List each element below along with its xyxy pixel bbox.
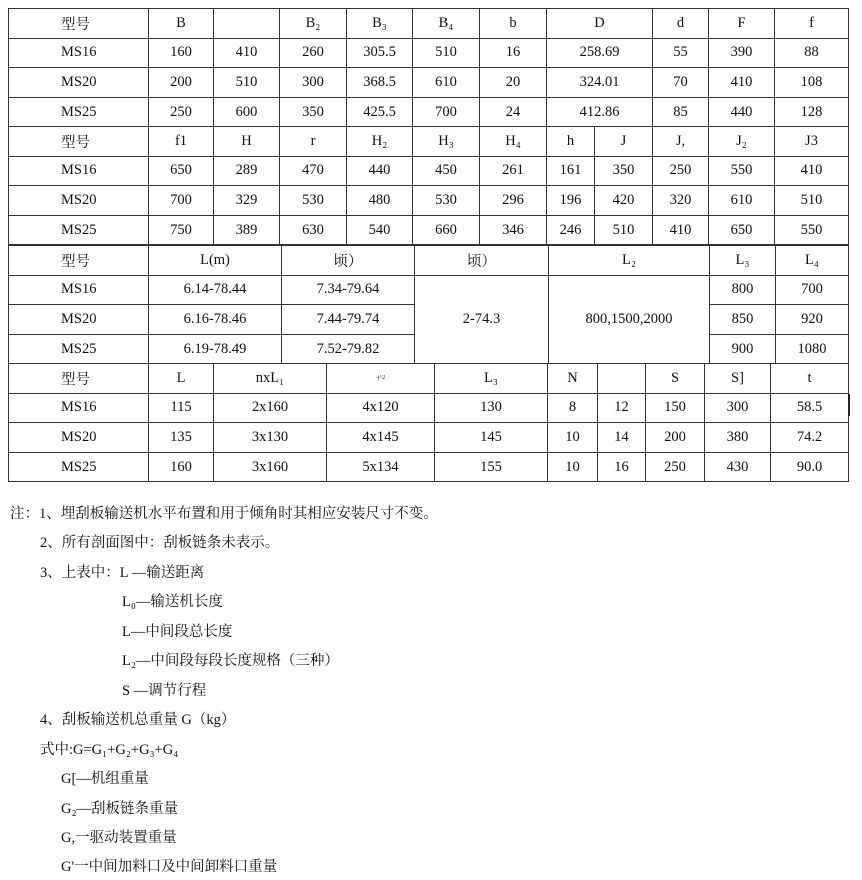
table-cell: 130 — [435, 393, 548, 423]
model-cell: MS20 — [9, 68, 149, 98]
table-cell: 425.5 — [347, 97, 413, 127]
table-cell: 14 — [598, 423, 646, 453]
header-cell — [214, 9, 280, 39]
table-cell: 250 — [149, 97, 214, 127]
table-cell: 10 — [548, 423, 598, 453]
table-cell: 550 — [709, 156, 775, 186]
table-cell: 410 — [214, 38, 280, 68]
header-cell: J — [595, 127, 653, 157]
spec-table-4 — [8, 363, 849, 482]
table-cell: 24 — [480, 97, 547, 127]
table-cell: 390 — [709, 38, 775, 68]
table-cell: 6.19-78.49 — [149, 334, 282, 364]
header-cell: H₃ — [413, 127, 480, 157]
header-cell: L₃ — [710, 246, 776, 276]
model-cell: MS25 — [9, 452, 149, 482]
table-cell: 3x160 — [214, 452, 327, 482]
table-cell: 145 — [435, 423, 548, 453]
table-cell: 610 — [709, 186, 775, 216]
table-cell: 128 — [775, 97, 849, 127]
model-cell: MS16 — [9, 156, 149, 186]
table-row — [9, 186, 849, 216]
header-cell: 型号 — [9, 9, 149, 39]
table-cell: 4x120 — [327, 393, 435, 423]
table-cell: 200 — [149, 68, 214, 98]
table-cell: 108 — [775, 68, 849, 98]
table-cell: 4x145 — [327, 423, 435, 453]
header-cell: J3 — [775, 127, 849, 157]
note-line: G'一中间加料口及中间卸料口重量 — [61, 859, 278, 875]
header-cell: L — [149, 364, 214, 394]
table-cell: 510 — [595, 215, 653, 245]
table-cell: 20 — [480, 68, 547, 98]
table-cell: 246 — [547, 215, 595, 245]
note-line: L₀—输送机长度 — [122, 594, 223, 610]
table-cell: 550 — [775, 215, 849, 245]
spec-table-1 — [8, 8, 849, 127]
table-cell: 12 — [598, 393, 646, 423]
header-cell: f1 — [149, 127, 214, 157]
header-cell: -j^2 — [327, 364, 435, 394]
table-cell: 480 — [347, 186, 413, 216]
table-row — [9, 68, 849, 98]
table-cell: 261 — [480, 156, 547, 186]
table-cell: 412.86 — [547, 97, 653, 127]
table-cell: 3x130 — [214, 423, 327, 453]
model-cell: MS16 — [9, 275, 149, 305]
table-header-row — [9, 246, 849, 276]
table-cell: 440 — [347, 156, 413, 186]
table-cell: 380 — [705, 423, 771, 453]
table-cell: 610 — [413, 68, 480, 98]
table-cell: 135 — [149, 423, 214, 453]
table-cell: 5x134 — [327, 452, 435, 482]
text-cursor-mark — [848, 394, 850, 416]
header-cell: t — [771, 364, 849, 394]
table-cell: 7.52-79.82 — [282, 334, 415, 364]
table-header-row — [9, 364, 849, 394]
table-cell: 440 — [709, 97, 775, 127]
header-cell: 型号 — [9, 364, 149, 394]
table-cell: 296 — [480, 186, 547, 216]
table-cell: 320 — [653, 186, 709, 216]
note-line: 注：1、埋刮板输送机水平布置和用于倾角时其相应安装尺寸不变。 — [10, 506, 438, 522]
table-cell: 155 — [435, 452, 548, 482]
table-cell: 650 — [709, 215, 775, 245]
header-cell — [598, 364, 646, 394]
table-row — [9, 275, 849, 305]
header-cell: 型号 — [9, 127, 149, 157]
table-cell: 410 — [653, 215, 709, 245]
table-cell: 115 — [149, 393, 214, 423]
table-row — [9, 423, 849, 453]
table-cell: 920 — [776, 305, 849, 335]
model-cell: MS25 — [9, 334, 149, 364]
header-cell: f — [775, 9, 849, 39]
header-cell: B₂ — [280, 9, 347, 39]
header-cell: L₄ — [776, 246, 849, 276]
table-cell: 55 — [653, 38, 709, 68]
table-cell: 700 — [776, 275, 849, 305]
table-cell: 10 — [548, 452, 598, 482]
table-cell: 161 — [547, 156, 595, 186]
header-cell: B₄ — [413, 9, 480, 39]
table-cell: 200 — [646, 423, 705, 453]
model-cell: MS16 — [9, 393, 149, 423]
table-cell: 430 — [705, 452, 771, 482]
table-cell: 850 — [710, 305, 776, 335]
model-cell: MS20 — [9, 423, 149, 453]
header-cell: 顷） — [282, 246, 415, 276]
note-line: L—中间段总长度 — [122, 624, 233, 640]
table-cell: 196 — [547, 186, 595, 216]
header-cell: H₂ — [347, 127, 413, 157]
note-line: 4、刮板输送机总重量 G（kg） — [40, 712, 236, 728]
spec-table-3 — [8, 245, 849, 364]
table-cell: 530 — [413, 186, 480, 216]
table-cell: 90.0 — [771, 452, 849, 482]
table-cell: 329 — [214, 186, 280, 216]
header-cell: 型号 — [9, 246, 149, 276]
table-cell: 16 — [480, 38, 547, 68]
table-cell: 250 — [653, 156, 709, 186]
table-cell: 74.2 — [771, 423, 849, 453]
table-row — [9, 97, 849, 127]
table-cell: 7.34-79.64 — [282, 275, 415, 305]
table-cell: 324.01 — [547, 68, 653, 98]
merged-cell: 800,1500,2000 — [549, 275, 710, 364]
table-cell: 260 — [280, 38, 347, 68]
model-cell: MS25 — [9, 215, 149, 245]
table-cell: 510 — [775, 186, 849, 216]
header-cell: h — [547, 127, 595, 157]
note-line: S —调节行程 — [122, 683, 207, 699]
table-cell: 6.14-78.44 — [149, 275, 282, 305]
header-cell: J, — [653, 127, 709, 157]
header-cell: S — [646, 364, 705, 394]
table-cell: 368.5 — [347, 68, 413, 98]
header-cell: r — [280, 127, 347, 157]
table-cell: 58.5 — [771, 393, 849, 423]
note-line: G[—机组重量 — [61, 771, 149, 787]
model-cell: MS25 — [9, 97, 149, 127]
table-cell: 350 — [595, 156, 653, 186]
table-cell: 510 — [214, 68, 280, 98]
table-header-row — [9, 9, 849, 39]
table-cell: 160 — [149, 38, 214, 68]
table-cell: 650 — [149, 156, 214, 186]
table-cell: 160 — [149, 452, 214, 482]
table-cell: 346 — [480, 215, 547, 245]
note-line: 式中:G=G₁+G₂+G₃+G₄ — [40, 742, 179, 758]
table-cell: 410 — [775, 156, 849, 186]
note-line: G,一驱动装置重量 — [61, 830, 177, 846]
note-line: 3、上表中：L —输送距离 — [40, 565, 205, 581]
table-cell: 660 — [413, 215, 480, 245]
model-cell: MS20 — [9, 186, 149, 216]
table-row — [9, 215, 849, 245]
header-cell: H — [214, 127, 280, 157]
header-cell: F — [709, 9, 775, 39]
table-header-row — [9, 127, 849, 157]
table-cell: 7.44-79.74 — [282, 305, 415, 335]
table-cell: 8 — [548, 393, 598, 423]
table-cell: 630 — [280, 215, 347, 245]
note-line: 2、所有剖面图中：刮板链条未表示。 — [40, 535, 280, 551]
table-cell: 600 — [214, 97, 280, 127]
table-cell: 470 — [280, 156, 347, 186]
table-cell: 150 — [646, 393, 705, 423]
table-cell: 300 — [280, 68, 347, 98]
table-cell: 6.16-78.46 — [149, 305, 282, 335]
table-cell: 389 — [214, 215, 280, 245]
header-cell: d — [653, 9, 709, 39]
table-cell: 258.69 — [547, 38, 653, 68]
table-cell: 70 — [653, 68, 709, 98]
table-cell: 510 — [413, 38, 480, 68]
table-cell: 289 — [214, 156, 280, 186]
header-cell: S] — [705, 364, 771, 394]
model-cell: MS16 — [9, 38, 149, 68]
table-row — [9, 452, 849, 482]
header-cell: L₂ — [549, 246, 710, 276]
table-cell: 750 — [149, 215, 214, 245]
table-cell: 16 — [598, 452, 646, 482]
table-cell: 420 — [595, 186, 653, 216]
table-cell: 700 — [149, 186, 214, 216]
header-cell: b — [480, 9, 547, 39]
table-cell: 530 — [280, 186, 347, 216]
table-cell: 410 — [709, 68, 775, 98]
header-cell: L₃ — [435, 364, 548, 394]
table-cell: 2x160 — [214, 393, 327, 423]
header-cell: 顷） — [415, 246, 549, 276]
model-cell: MS20 — [9, 305, 149, 335]
table-cell: 350 — [280, 97, 347, 127]
table-cell: 540 — [347, 215, 413, 245]
table-cell: 85 — [653, 97, 709, 127]
table-row — [9, 393, 849, 423]
table-cell: 88 — [775, 38, 849, 68]
table-row — [9, 38, 849, 68]
merged-cell: 2-74.3 — [415, 275, 549, 364]
table-cell: 1080 — [776, 334, 849, 364]
table-cell: 250 — [646, 452, 705, 482]
table-row — [9, 156, 849, 186]
header-cell: N — [548, 364, 598, 394]
note-line: G₂—刮板链条重量 — [61, 801, 179, 817]
header-cell: J₂ — [709, 127, 775, 157]
header-cell: H₄ — [480, 127, 547, 157]
note-line: L₂—中间段每段长度规格（三种） — [122, 653, 339, 669]
header-cell: B — [149, 9, 214, 39]
header-cell: L(m) — [149, 246, 282, 276]
table-cell: 300 — [705, 393, 771, 423]
table-cell: 450 — [413, 156, 480, 186]
spec-table-2 — [8, 126, 849, 245]
table-cell: 305.5 — [347, 38, 413, 68]
header-cell: D — [547, 9, 653, 39]
table-cell: 800 — [710, 275, 776, 305]
header-cell: B₃ — [347, 9, 413, 39]
table-cell: 700 — [413, 97, 480, 127]
header-cell: nxL₁ — [214, 364, 327, 394]
table-cell: 900 — [710, 334, 776, 364]
